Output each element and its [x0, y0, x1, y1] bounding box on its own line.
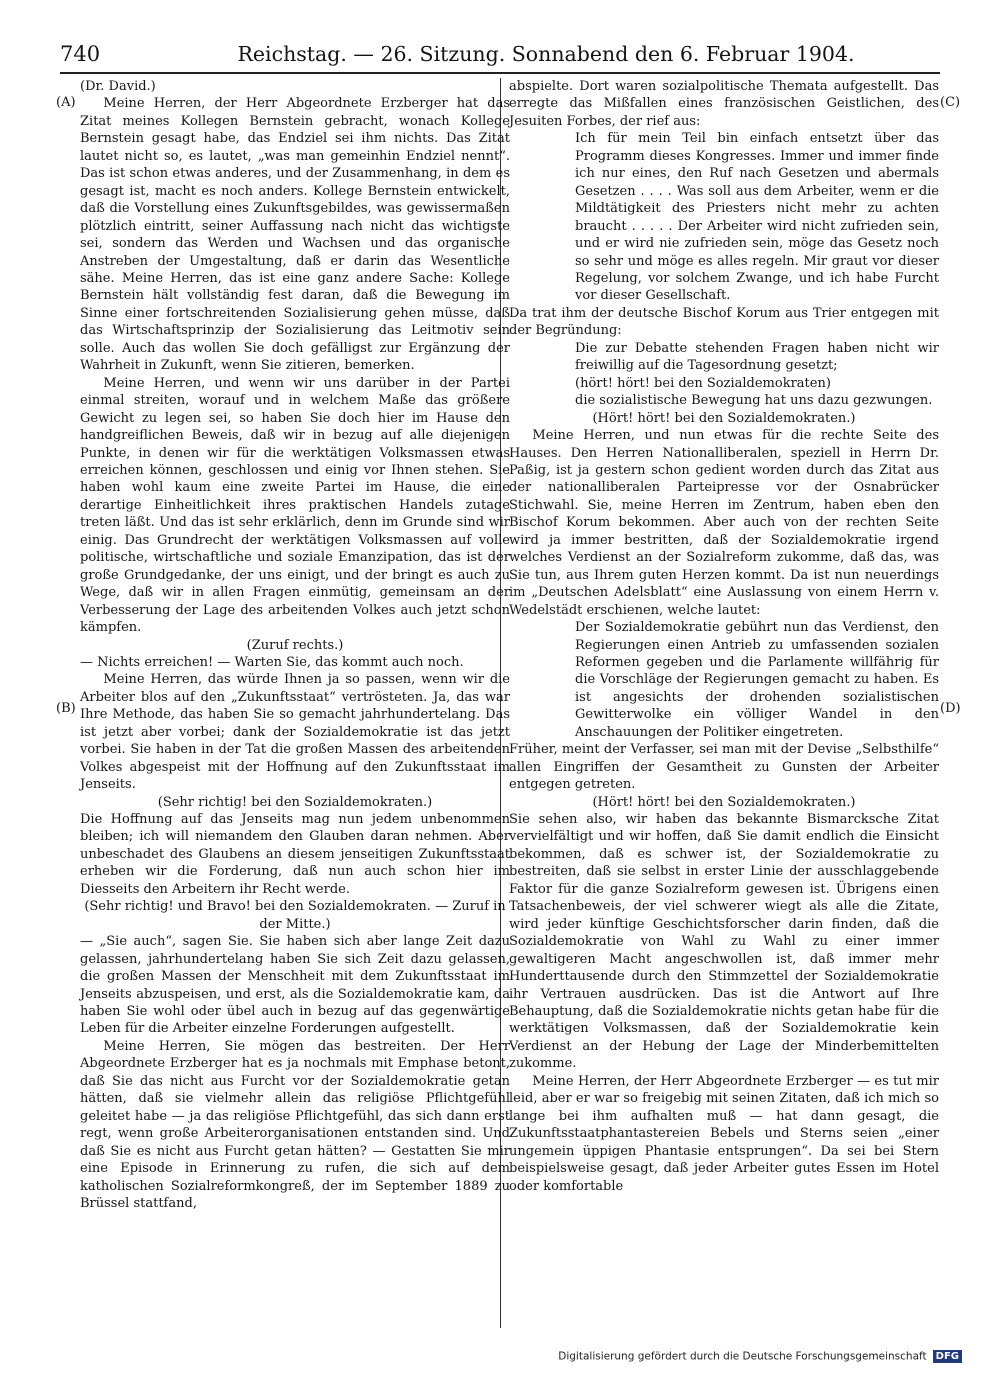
block-quote: Der Sozialdemokratie gebührt nun das Verdienst, den Regierungen einen Antrieb zu umfassenden sozialen Reformen gegeben und die Parlamente willfährig für die Vorschläge der Regierungen gemacht zu haben. Es ist angesichts der drohenden sozialistischen Gewitterwolke ein völliger Wandel in den Anschauungen der Politiker eingetreten. — [575, 620, 939, 740]
interjection: (Sehr richtig! bei den Sozialdemokraten.) — [157, 794, 433, 810]
paragraph: Meine Herren, der Herr Abgeordnete Erzberger hat das Zitat meines Kollegen Bernstein gebracht, wonach Kollege Bernstein gesagt habe, das Endziel sei ihm nichts. Das Zitat lautet nicht so, es lautet, „was man gemeinhin Endziel nennt“. Das ist schon etwas anderes, und der Zusammenhang, in dem es gesagt ist, macht es noch anders. Kollege Bernstein entwickelt, daß die Vorstellung eines Zukunftsgebildes, was gewissermaßen plötzlich eintritt, seiner Auffassung nach nicht das wichtigste sei, sondern das Werden und Wachsen und das organische Anstreben der Umgestaltung, daß er darin das Wesentliche sähe. Meine Herren, das ist eine ganz andere Sache: Kollege Bernstein hält vollständig fest daran, daß die Bewegung im Sinne einer fortschreitenden Sozialisierung gehen müsse, daß das Wirtschaftsprinzip der Sozialisierung das Leitmotiv sein solle. Auch das wollen Sie doch gefälligst zur Ergänzung der Wahrheit in Zukunft, wenn Sie zitieren, bemerken. — [80, 96, 510, 374]
paragraph: Meine Herren, der Herr Abgeordnete Erzberger — es tut mir leid, aber er war so freigebig mit seinen Zitaten, daß ich mich so lange bei ihm aufhalten muß — hat dann gesagt, die Zukunftsstaatphantastereien Bebels und Sterns seien „einer ungemein üppigen Phantasie entsprungen“. Da sei bei Stern beispielsweise gesagt, daß jeder Arbeiter gutes Essen im Hotel oder komfortable — [509, 1073, 939, 1194]
left-column — [80, 78, 510, 1212]
paragraph: Meine Herren, Sie mögen das bestreiten. Der Herr Abgeordnete Erzberger hat es ja nochmals mit Emphase betont, daß Sie das nicht aus Furcht vor der Sozialdemokratie getan hätten, daß sie vielmehr allein das religiöse Pflichtgefühl geleitet habe — ja das religiöse Pflichtgefühl, das sich dann erst regt, wenn große Arbeiterorganisationen entstanden sind. Und daß Sie es nicht aus Furcht getan hätten? — Gestatten Sie mir eine Episode in Erinnerung zu rufen, die sich auf dem katholischen Sozialreformkongreß, der im September 1889 zu Brüssel stattfand, — [80, 1038, 510, 1211]
block-quote: Ich für mein Teil bin einfach entsetzt über das Programm dieses Kongresses. Immer und immer finde ich nur eines, den Ruf nach Gesetzen und abermals Gesetzen . . . . Was soll aus dem Arbeiter, wenn er die Mildtätigkeit des Priesters nicht mehr zu achten braucht . . . . . Der Arbeiter wird nicht zufrieden sein, und er wird nie zufrieden sein, möge das Gesetz noch so sehr und möge es alles regeln. Mir graut vor dieser Regelung, vor solchem Zwange, und ich habe Furcht vor dieser Gesellschaft. — [575, 131, 939, 304]
interjection: (Zuruf rechts.) — [246, 637, 344, 653]
margin-marker-c: (C) — [940, 95, 961, 110]
interjection: (Hört! hört! bei den Sozialdemokraten.) — [592, 410, 856, 426]
paragraph: Meine Herren, das würde Ihnen ja so passen, wenn wir die Arbeiter blos auf den „Zukunftsstaat“ vertrösteten. Ja, das war Ihre Methode, das haben Sie so gemacht jahrhundertelang. Das ist jetzt aber vorbei; dank der Sozialdemokratie ist das jetzt vorbei. Sie haben in der Tat die großen Massen des arbeitenden Volkes abgespeist mit der Hoffnung auf den Zukunftsstaat im Jenseits. — [80, 672, 510, 793]
paragraph: Die Hoffnung auf das Jenseits mag nun jedem unbenommen bleiben; ich will niemandem den Glauben daran nehmen. Aber unbeschadet des Glaubens an diesem jenseitigen Zukunftsstaat erheben wir die Forderung, daß nun auch schon hier im Diesseits den Arbeitern ihr Recht werde. — [80, 812, 510, 897]
funding-note: Digitalisierung gefördert durch die Deutsche Forschungsgemeinschaft — [558, 1350, 927, 1363]
block-quote: Die zur Debatte stehenden Fragen haben nicht wir freiwillig auf die Tagesordnung gesetzt; — [575, 340, 939, 374]
paragraph: abspielte. Dort waren sozialpolitische Themata aufgestellt. Das erregte das Mißfallen eines französischen Geistlichen, des Jesuiten Forbes, der rief aus: — [509, 79, 939, 129]
speaker-continuation: (Dr. David.) — [80, 79, 156, 94]
paragraph: — „Sie auch“, sagen Sie. Sie haben sich aber lange Zeit dazu gelassen, jahrhundertelang haben Sie sich Zeit dazu gelassen, die großen Massen der Menschheit mit dem Zukunftsstaat im Jenseits abzuspeisen, und erst, als die Sozialdemokratie kam, da haben Sie wohl oder übel auch in bezug auf das gegenwärtige Leben für die Arbeiter einzelne Forderungen aufgestellt. — [80, 934, 510, 1037]
paragraph: Meine Herren, und nun etwas für die rechte Seite des Hauses. Den Herren Nationalliberalen, speziell in Herrn Dr. Paßig, ist ja gestern schon gedient worden durch das Zitat aus der nationalliberalen Parteipresse vor der Osnabrücker Stichwahl. Sie, meine Herren im Zentrum, haben eben den Bischof Korum bekommen. Aber auch von der rechten Seite wird ja immer bestritten, daß der Sozialdemokratie irgend welches Verdienst an der Sozialreform zukomme, daß das, was Sie tun, aus Ihrem guten Herzen kommt. Da ist nun neuerdings im „Deutschen Adelsblatt“ eine Auslassung von einem Herrn v. Wedelstädt erschienen, welche lautet: — [509, 428, 939, 618]
margin-marker-b: (B) — [56, 701, 76, 716]
paragraph: Sie sehen also, wir haben das bekannte Bismarcksche Zitat vervielfältigt und wir hoffen, daß Sie damit endlich die Einsicht bekommen, daß es schwer ist, der Sozialdemokratie zu bestreiten, daß sie selbst in erster Linie der ausschlaggebende Faktor für die ganze Sozialreform gewesen ist. Übrigens einen Tatsachenbeweis, der viel schwerer wiegt als alle die Zitate, wird jeder künftige Geschichtsforscher darin finden, daß die Sozialdemokratie von Wahl zu Wahl zu einer immer gewaltigeren Macht angeschwollen ist, daß immer mehr Hunderttausende durch den Stimmzettel der Sozialdemokratie ihr Vertrauen ausdrücken. Das ist die Antwort auf Ihre Behauptung, daß die Sozialdemokratie nichts getan habe für die werktätigen Volksmassen, daß der Sozialdemokratie kein Verdienst an der Hebung der Lage der Minderbemittelten zukomme. — [509, 812, 939, 1072]
page-header — [60, 40, 940, 74]
running-title: Reichstag. — 26. Sitzung. Sonnabend den 6. Februar 1904. — [237, 42, 855, 66]
margin-marker-a: (A) — [56, 95, 76, 110]
margin-marker-d: (D) — [940, 701, 961, 716]
paragraph: Da trat ihm der deutsche Bischof Korum aus Trier entgegen mit der Begründung: — [509, 305, 939, 339]
page-number: 740 — [60, 42, 101, 66]
block-quote: die sozialistische Bewegung hat uns dazu gezwungen. — [575, 393, 933, 409]
interjection: (Hört! hört! bei den Sozialdemokraten.) — [592, 794, 856, 810]
interjection: (Sehr richtig! und Bravo! bei den Sozialdemokraten. — Zuruf in der Mitte.) — [84, 899, 506, 932]
paragraph: Meine Herren, und wenn wir uns darüber in der Partei einmal streiten, worauf und in welchem Maße das größere Gewicht zu legen sei, so haben Sie doch hier im Hause den handgreiflichen Beweis, daß wir in bezug auf alle diejenigen Punkte, in denen wir für die werktätigen Volksmassen etwas erreichen können, geschlossen und einig vor Ihnen stehen. Sie haben wohl kaum eine zweite Partei im Hause, die eine derartige Einheitlichkeit ihres praktischen Handels zutage treten läßt. Und das ist sehr erklärlich, denn im Grunde sind wir einig. Das Grundrecht der werktätigen Volksmassen auf volle politische, wirtschaftliche und soziale Emanzipation, das ist der große Grundgedanke, der uns einigt, und der bringt es auch zu Wege, daß wir in allen Fragen einmütig, gemeinsam an der Verbesserung der Lage des arbeitenden Volkes auch jetzt schon kämpfen. — [80, 375, 510, 636]
paragraph: Früher, meint der Verfasser, sei man mit der Devise „Selbsthilfe“ allen Eingriffen der Gesamtheit zu Gunsten der Arbeiter entgegen getreten. — [509, 742, 939, 793]
interjection: (hört! hört! bei den Sozialdemokraten) — [575, 375, 831, 391]
dfg-logo-icon: DFG — [933, 1350, 962, 1363]
digitization-footer — [558, 1350, 962, 1363]
right-column — [509, 78, 939, 1195]
paragraph: — Nichts erreichen! — Warten Sie, das kommt auch noch. — [80, 654, 464, 670]
